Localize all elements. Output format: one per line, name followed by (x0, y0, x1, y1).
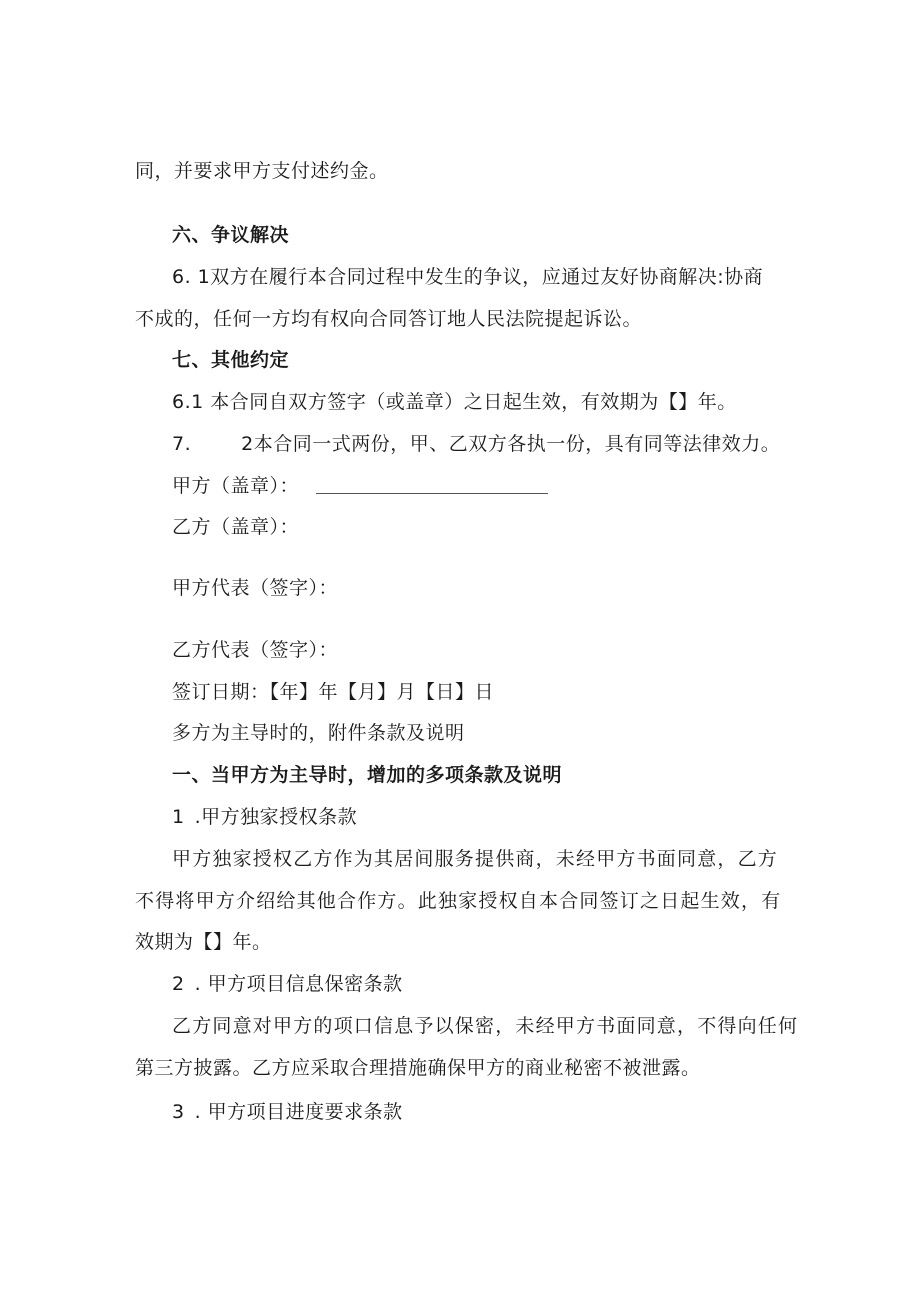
section-6-clause-line1 (172, 264, 763, 290)
clause-text: 双方在履行本合同过程中发生的争议，应通过友好协商解决:协商 (210, 266, 764, 288)
item-title: . 甲方项目信息保密条款 (194, 973, 403, 995)
party-b-seal-label: 乙方（盖章）： (172, 516, 300, 538)
item-1-title (172, 804, 357, 830)
section-7-clause-2 (172, 431, 780, 457)
party-a-rep-label: 甲方代表（签字）： (172, 577, 339, 599)
item-1-line1: 甲方独家授权乙方作为其居间服务提供商，未经甲方书面同意，乙方 (172, 848, 779, 870)
section-6-heading: 六、争议解决 (172, 224, 290, 246)
sign-date: 签订日期：【年】年【月】月【日】日 (172, 681, 495, 703)
party-a-signature-line (316, 493, 548, 494)
item-2-line2: 第三方披露。乙方应采取合理措施确保甲方的商业秘密不被泄露。 (135, 1057, 701, 1079)
item-1-line3: 效期为【】年。 (135, 931, 272, 953)
appendix-heading: 一、当甲方为主导时，增加的多项条款及说明 (172, 764, 563, 786)
item-number: 2 (172, 973, 185, 995)
item-2-title (172, 971, 403, 997)
clause-number: 6. 1 (172, 266, 211, 288)
section-7-clause-1: 6.1 本合同自双方签字（或盖章）之日起生效，有效期为【】年。 (172, 391, 737, 413)
party-b-rep-label: 乙方代表（签字）： (172, 639, 339, 661)
paragraph-continuation: 同，并要求甲方支付述约金。 (135, 160, 389, 182)
clause-text: 2本合同一式两份，甲、乙双方各执一份，具有同等法律效力。 (241, 433, 781, 455)
item-number: 1 (172, 806, 185, 828)
item-title: .甲方独家授权条款 (194, 806, 358, 828)
appendix-intro: 多方为主导时的，附件条款及说明 (172, 722, 465, 744)
section-6-clause-line2: 不成的，任何一方均有权向合同答订地人民法院提起诉讼。 (135, 308, 643, 330)
clause-number: 7. (172, 433, 192, 455)
item-2-line1: 乙方同意对甲方的项口信息予以保密，未经甲方书面同意，不得向任何 (172, 1015, 799, 1037)
party-a-seal-label: 甲方（盖章）： (172, 475, 300, 497)
item-3-title (172, 1099, 403, 1125)
item-number: 3 (172, 1101, 185, 1123)
item-1-line2: 不得将甲方介绍给其他合作方。此独家授权自本合同签订之日起生效，有 (135, 890, 782, 912)
item-title: . 甲方项目进度要求条款 (194, 1101, 403, 1123)
section-7-heading: 七、其他约定 (172, 349, 290, 371)
